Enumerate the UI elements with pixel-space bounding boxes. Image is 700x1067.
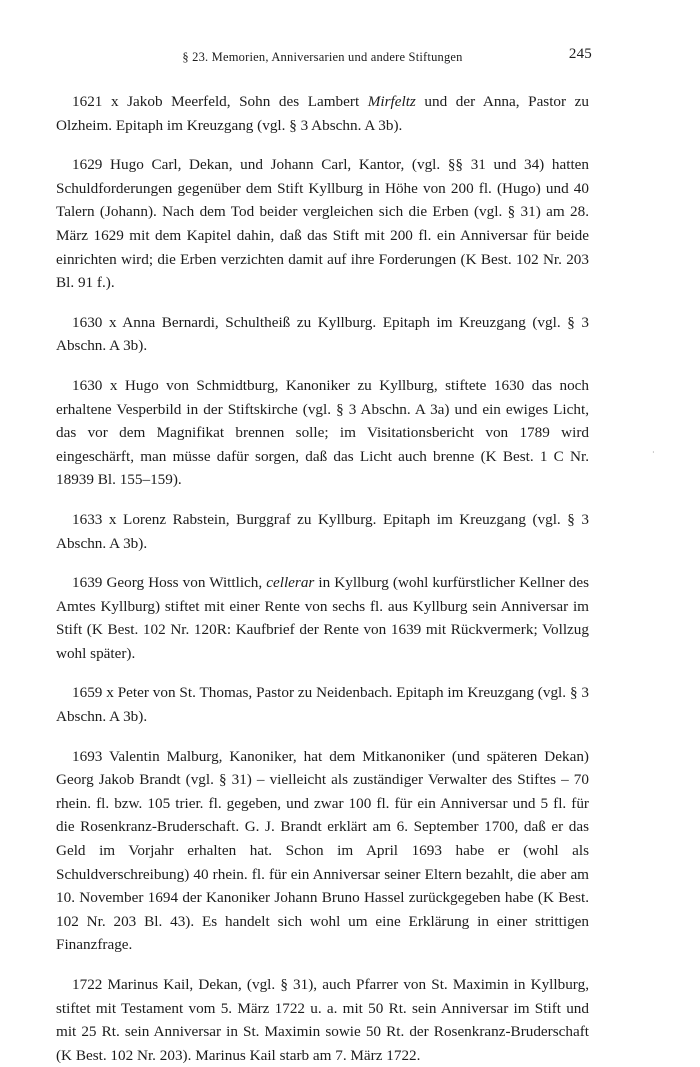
entry-text: 1659 x Peter von St. Thomas, Pastor zu Neidenbach. Epitaph im Kreuzgang (vgl. § 3 Abschn. A 3b). — [56, 684, 589, 726]
running-header — [56, 44, 592, 70]
entry-1659 — [56, 681, 589, 728]
entry-1693 — [56, 745, 589, 957]
italic-term: cellerar — [266, 574, 315, 592]
entry-text: 1633 x Lorenz Rabstein, Burggraf zu Kyllburg. Epitaph im Kreuzgang (vgl. § 3 Abschn. A 3b). — [56, 510, 589, 552]
document-page — [56, 44, 592, 1067]
entry-1639 — [56, 571, 589, 665]
section-title: § 23. Memorien, Anniversarien und andere Stiftungen — [182, 50, 463, 64]
entry-text: 1621 x Jakob Meerfeld, Sohn des Lambert — [72, 93, 368, 110]
entry-text: und der Anna, Pastor zu Olzheim. Epitaph im Kreuzgang (vgl. § 3 Abschn. A 3b). — [56, 93, 589, 134]
entry-1633 — [56, 508, 589, 555]
entry-1621 — [56, 90, 589, 137]
entry-1629 — [56, 153, 589, 295]
italic-term: Mirfeltz — [367, 93, 416, 110]
entry-text: 1630 x Hugo von Schmidtburg, Kanoniker zu Kyllburg, stiftete 1630 das noch erhaltene Vesperbild in der Stiftskirche (vgl. § 3 Abschn. A 3a) und ein ewiges Licht, das vor dem Magnifikat brennen solle; im Visitationsbericht von 1789 wird eingeschärft, man müsse dafür sorgen, daß das Licht auch brenne (K Best. 1 C Nr. 18939 Bl. 155–159). — [56, 376, 589, 489]
entry-text: 1693 Valentin Malburg, Kanoniker, hat dem Mitkanoniker (und späteren Dekan) Georg Jakob Brandt (vgl. § 31) – vielleicht als zuständiger Verwalter des Stiftes – 70 rhein. fl. bzw. 105 trier. fl. gegeben, und zwar 100 fl. für ein Anniversar und 5 fl. für die Rosenkranz-Bruderschaft. G. J. Brandt erklärt am 6. September 1700, daß er das Geld im Vorjahr erhalten hat. Schon im April 1693 habe er (wohl als Schuldverschreibung) 40 rhein. fl. für ein Anniversar seiner Eltern bezahlt, die aber am 10. November 1694 der Kanoniker Johann Bruno Hassel zurückgegeben habe (K Best. 102 Nr. 203 Bl. 43). Es handelt sich wohl um eine Erklärung in einer strittigen Finanzfrage. — [56, 747, 589, 954]
entries-list — [56, 90, 589, 1067]
entry-text: 1722 Marinus Kail, Dekan, (vgl. § 31), auch Pfarrer von St. Maximin in Kyllburg, stiftet mit Testament vom 5. März 1722 u. a. mit 50 Rt. sein Anniversar im Stift und mit 25 Rt. sein Anniversar in St. Maximin sowie 50 Rt. der Rosenkranz-Bruderschaft (K Best. 102 Nr. 203). Marinus Kail starb am 7. März 1722. — [56, 976, 589, 1064]
entry-1722 — [56, 973, 589, 1067]
entry-1630 — [56, 374, 589, 492]
page-number: 245 — [568, 46, 592, 62]
entry-1630 — [56, 311, 589, 358]
margin-mark: · — [652, 448, 655, 457]
entry-text: 1630 x Anna Bernardi, Schultheiß zu Kyllburg. Epitaph im Kreuzgang (vgl. § 3 Abschn. A 3b). — [56, 313, 589, 355]
entry-text: 1629 Hugo Carl, Dekan, und Johann Carl, Kantor, (vgl. §§ 31 und 34) hatten Schuldforderungen gegenüber dem Stift Kyllburg in Höhe von 200 fl. (Hugo) und 40 Talern (Johann). Nach dem Tod beider vergleichen sich die Erben (vgl. § 31) am 28. März 1629 mit dem Kapitel dahin, daß das Stift mit 200 fl. ein Anniversar für beide einrichten wird; die Erben verzichten damit auf ihre Forderungen (K Best. 102 Nr. 203 Bl. 91 f.). — [56, 156, 589, 292]
entry-text: 1639 Georg Hoss von Wittlich, — [72, 574, 267, 592]
entry-text: in Kyllburg (wohl kurfürstlicher Kellner des Amtes Kyllburg) stiftet mit einer Rente von sechs fl. aus Kyllburg sein Anniversar im Stift (K Best. 102 Nr. 120R: Kaufbrief der Rente von 1639 mit Rückvermerk; Vollzug wohl später). — [56, 574, 589, 662]
